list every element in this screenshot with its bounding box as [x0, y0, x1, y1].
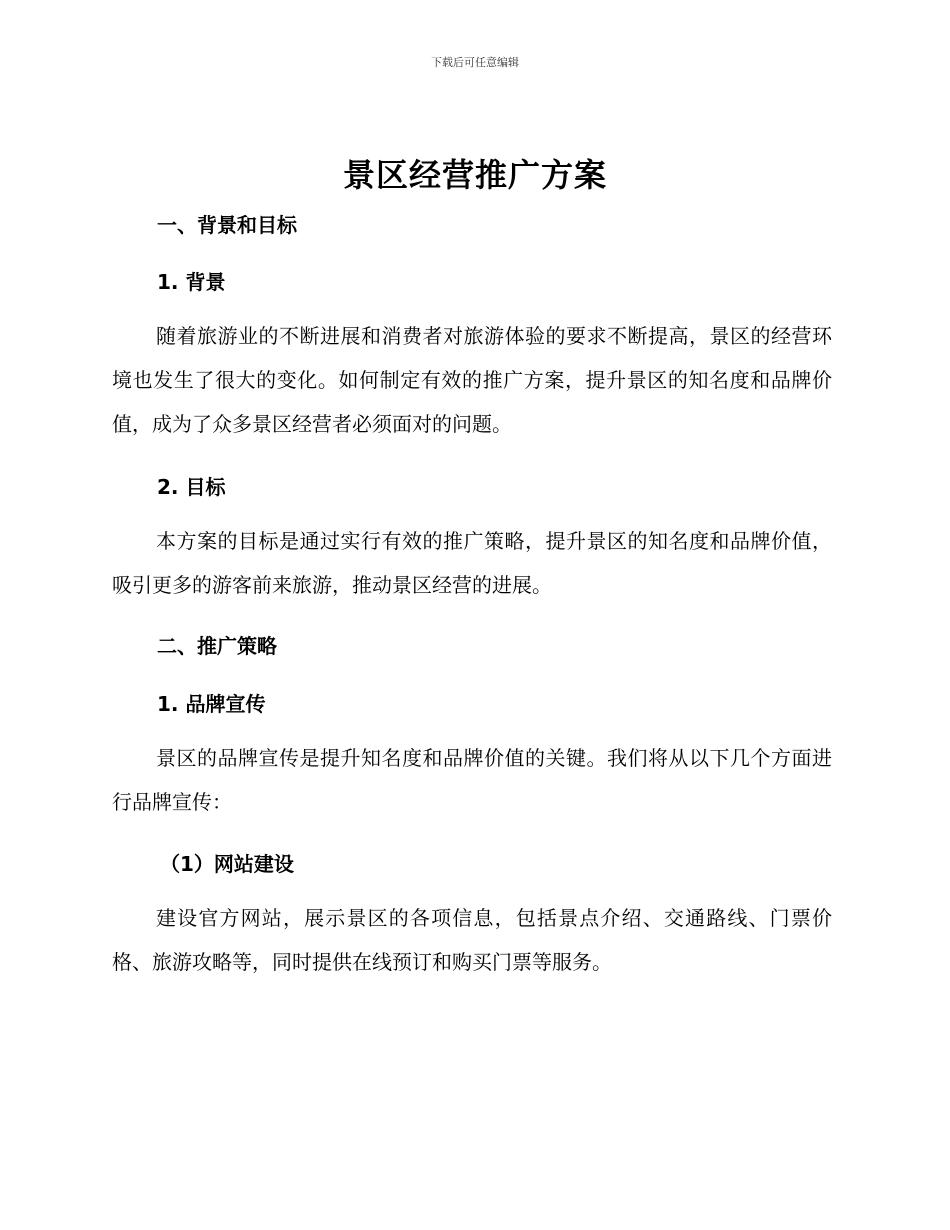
section-heading-background-goals: 一、背景和目标 [157, 213, 297, 237]
header-note: 下载后可任意编辑 [431, 56, 519, 69]
paragraph-website-construction: 建设官方网站，展示景区的各项信息，包括景点介绍、交通路线、门票价格、旅游攻略等，同时提供在线预订和购买门票等服务。 [112, 906, 832, 974]
section-heading-strategy: 二、推广策略 [157, 634, 277, 658]
paragraph-brand-promotion: 景区的品牌宣传是提升知名度和品牌价值的关键。我们将从以下几个方面进行品牌宣传： [112, 746, 832, 814]
paragraph-background: 随着旅游业的不断进展和消费者对旅游体验的要求不断提高，景区的经营环境也发生了很大的变化。如何制定有效的推广方案，提升景区的知名度和品牌价值，成为了众多景区经营者必须面对的问题。 [112, 324, 832, 436]
document-title: 景区经营推广方案 [342, 156, 607, 194]
subheading-background: 1. 背景 [157, 270, 226, 294]
paragraph-goals: 本方案的目标是通过实行有效的推广策略，提升景区的知名度和品牌价值，吸引更多的游客前来旅游，推动景区经营的进展。 [112, 529, 832, 597]
subheading-brand-promotion: 1. 品牌宣传 [157, 692, 266, 716]
subheading-goals: 2. 目标 [157, 475, 226, 499]
subheading-website-construction: （1）网站建设 [160, 852, 294, 876]
